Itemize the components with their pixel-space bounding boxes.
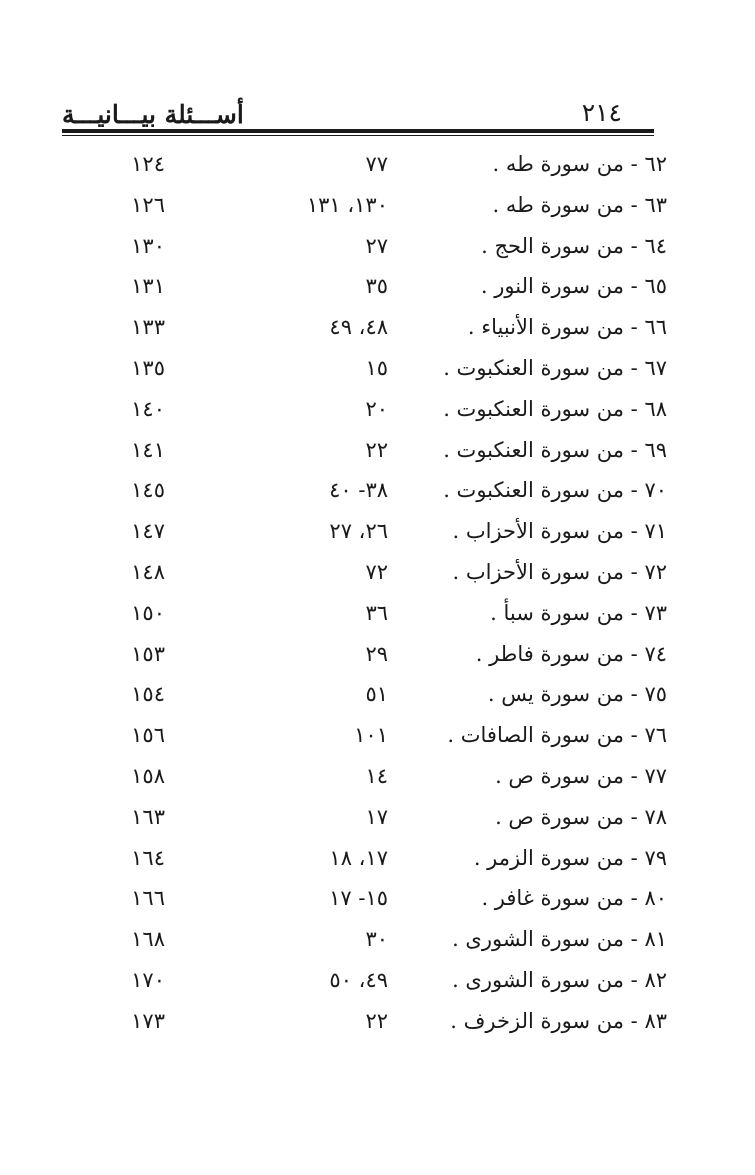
entry-label: ٦٧ - من سورة العنكبوت . <box>443 355 667 380</box>
entry-verses: ١٧ <box>365 804 388 829</box>
entry-verses: ٧٢ <box>365 559 388 584</box>
entry-page: ١٤٠ <box>131 396 165 421</box>
entry-verses: ١٥ <box>365 355 388 380</box>
entry-page: ١٦٣ <box>131 804 165 829</box>
index-row <box>0 265 755 306</box>
entry-page: ١٦٤ <box>131 845 165 870</box>
index-row <box>0 143 755 184</box>
entry-verses: ٤٩، ٥٠ <box>329 967 388 992</box>
index-row <box>0 225 755 266</box>
entry-label: ٦٩ - من سورة العنكبوت . <box>443 437 667 462</box>
entry-page: ١٤١ <box>131 437 165 462</box>
index-row <box>0 755 755 796</box>
index-row <box>0 306 755 347</box>
entry-verses: ٣٨- ٤٠ <box>329 478 388 503</box>
running-title: أســـئلة بيـــانيـــة <box>62 100 244 129</box>
entry-page: ١٤٥ <box>131 478 165 503</box>
index-row <box>0 673 755 714</box>
entry-verses: ٢٧ <box>365 233 388 258</box>
entry-verses: ١٣٠، ١٣١ <box>306 192 388 217</box>
index-row <box>0 592 755 633</box>
index-row <box>0 347 755 388</box>
entry-verses: ١٥- ١٧ <box>329 886 388 911</box>
index-row <box>0 918 755 959</box>
entry-label: ٨١ - من سورة الشورى . <box>452 927 667 952</box>
entry-label: ٨٢ - من سورة الشورى . <box>452 967 667 992</box>
entry-label: ٦٨ - من سورة العنكبوت . <box>443 396 667 421</box>
entry-page: ١٤٧ <box>131 519 165 544</box>
entry-page: ١٤٨ <box>131 559 165 584</box>
entry-page: ١٣٠ <box>131 233 165 258</box>
entry-label: ٦٤ - من سورة الحج . <box>481 233 667 258</box>
index-row <box>0 388 755 429</box>
entry-page: ١٥٣ <box>131 641 165 666</box>
entry-page: ١٦٦ <box>131 886 165 911</box>
entry-verses: ٥١ <box>365 682 388 707</box>
entry-page: ١٢٦ <box>131 192 165 217</box>
entry-label: ٦٣ - من سورة طه . <box>492 192 667 217</box>
index-row <box>0 429 755 470</box>
index-row <box>0 837 755 878</box>
entry-page: ١٧٠ <box>131 967 165 992</box>
entry-verses: ٢٠ <box>365 396 388 421</box>
index-row <box>0 184 755 225</box>
entry-label: ٨٠ - من سورة غافر . <box>481 886 667 911</box>
entry-verses: ١٧، ١٨ <box>329 845 388 870</box>
entry-page: ١٥٦ <box>131 723 165 748</box>
entry-label: ٧١ - من سورة الأحزاب . <box>452 519 667 544</box>
index-row <box>0 510 755 551</box>
entry-label: ٦٥ - من سورة النور . <box>480 274 667 299</box>
entry-verses: ٧٧ <box>365 152 388 176</box>
index-row <box>0 796 755 837</box>
entry-verses: ٣٦ <box>365 600 388 625</box>
entry-label: ٧٠ - من سورة العنكبوت . <box>443 478 667 503</box>
page-number: ٢١٤ <box>581 98 622 127</box>
entry-label: ٧٣ - من سورة سبأ . <box>490 600 667 625</box>
entry-page: ١٣٥ <box>131 355 165 380</box>
entry-verses: ٢٦، ٢٧ <box>329 519 388 544</box>
index-row <box>0 551 755 592</box>
entry-page: ١٧٣ <box>131 1008 165 1033</box>
entry-label: ٨٣ - من سورة الزخرف . <box>450 1008 667 1033</box>
index-row <box>0 877 755 918</box>
index-row <box>0 1000 755 1041</box>
entry-page: ١٣١ <box>131 274 165 299</box>
entry-label: ٧٧ - من سورة ص . <box>495 763 667 788</box>
entry-label: ٧٢ - من سورة الأحزاب . <box>452 559 667 584</box>
entry-page: ١٢٤ <box>131 152 165 176</box>
entry-verses: ١٠١ <box>354 723 388 748</box>
entry-verses: ٤٨، ٤٩ <box>329 315 388 340</box>
index-row <box>0 714 755 755</box>
index-row <box>0 469 755 510</box>
entry-label: ٧٦ - من سورة الصافات . <box>447 723 667 748</box>
entry-label: ٦٢ - من سورة طه . <box>492 152 667 176</box>
entry-label: ٦٦ - من سورة الأنبياء . <box>467 315 667 340</box>
entry-verses: ٢٢ <box>365 1008 388 1033</box>
header-rule <box>62 129 654 136</box>
entry-verses: ١٤ <box>365 763 388 788</box>
entry-label: ٧٨ - من سورة ص . <box>495 804 667 829</box>
entry-page: ١٣٣ <box>131 315 165 340</box>
entry-page: ١٥٠ <box>131 600 165 625</box>
entry-page: ١٥٨ <box>131 763 165 788</box>
entry-verses: ٣٥ <box>365 274 388 299</box>
entry-verses: ٣٠ <box>365 927 388 952</box>
entry-page: ١٦٨ <box>131 927 165 952</box>
entry-page: ١٥٤ <box>131 682 165 707</box>
entry-verses: ٢٩ <box>365 641 388 666</box>
entry-label: ٧٥ - من سورة يس . <box>487 682 667 707</box>
entry-label: ٧٤ - من سورة فاطر . <box>475 641 667 666</box>
index-row <box>0 959 755 1000</box>
entry-label: ٧٩ - من سورة الزمر . <box>473 845 667 870</box>
entry-verses: ٢٢ <box>365 437 388 462</box>
index-table <box>0 143 755 1041</box>
index-row <box>0 633 755 674</box>
